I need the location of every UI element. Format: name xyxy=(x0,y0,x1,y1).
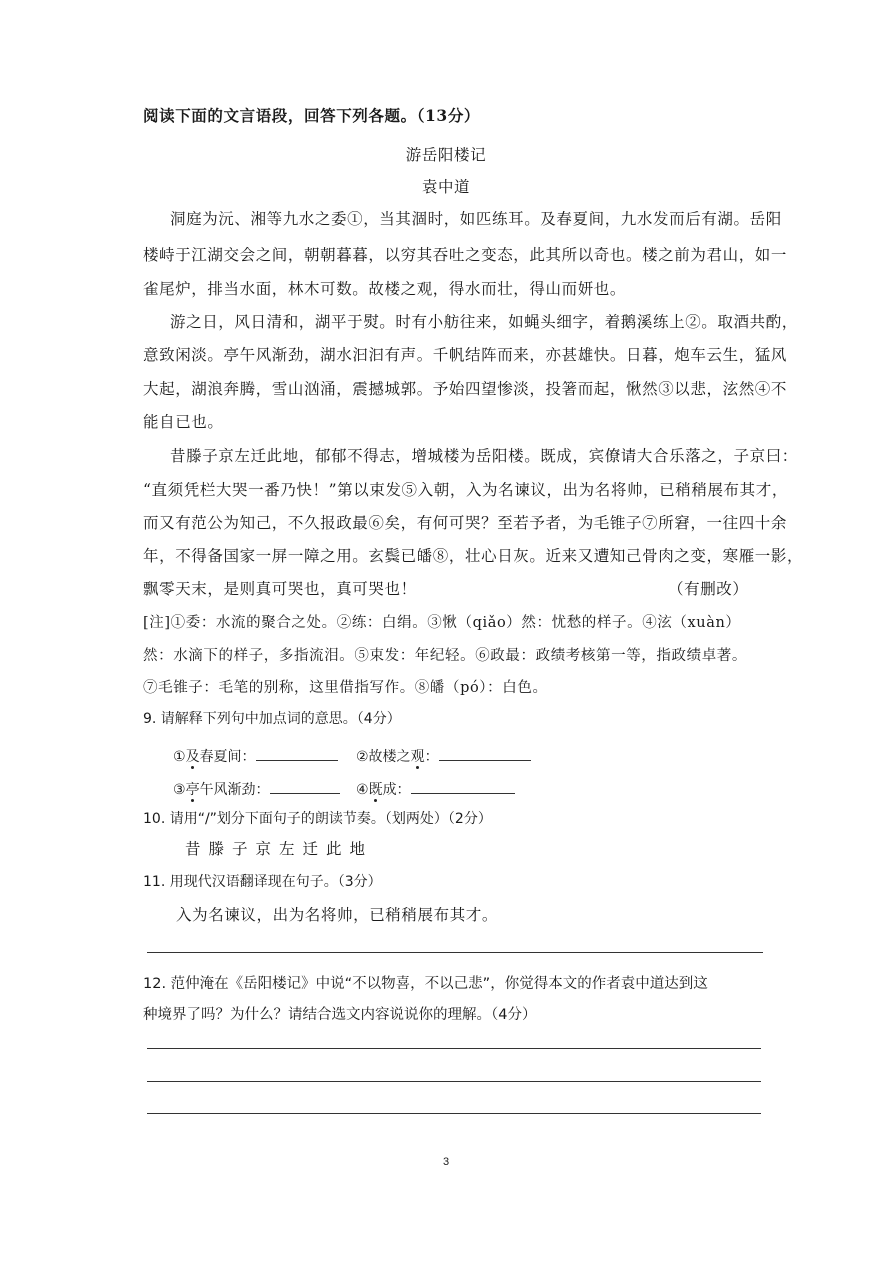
q9-item-c: ③亭午风渐劲： xyxy=(173,775,340,799)
passage-author: 袁中道 xyxy=(421,178,471,196)
para3-line: 年，不得备国家一屏一障之用。玄鬓已皤⑧，壮心日灰。近来又遭知己骨肉之变，寒雁一影， xyxy=(143,547,804,565)
notes-line: [注]①委：水流的聚合之处。②练：白绢。③愀（qiǎo）然：忧愁的样子。④泫（xuàn） xyxy=(143,615,741,631)
q12-stem-line: 12. 范仲淹在《岳阳楼记》中说“不以物喜，不以己悲”，你觉得本文的作者袁中道达到这 xyxy=(143,976,708,992)
dotted-char: 观 xyxy=(410,749,425,765)
q9-item-b: ②故楼之观： xyxy=(356,742,531,766)
dotted-char: 及 xyxy=(185,749,200,765)
para3-line: 昔滕子京左迁此地，郁郁不得志，增城楼为岳阳楼。既成，宾僚请大合乐落之，子京曰： xyxy=(170,447,798,465)
answer-blank-b[interactable] xyxy=(439,742,531,761)
q9-item-d: ④既成： xyxy=(356,775,515,799)
q11-answer-line[interactable] xyxy=(147,952,763,953)
page-number: 3 xyxy=(442,1156,450,1168)
notes-line: ⑦毛锥子：毛笔的别称，这里借指写作。⑧皤（pó）：白色。 xyxy=(143,680,548,696)
q11-stem: 11. 用现代汉语翻译现在句子。（3分） xyxy=(143,874,382,890)
q12-answer-line[interactable] xyxy=(147,1048,761,1049)
para3-line: 飘零天末，是则真可哭也，真可哭也！ xyxy=(143,580,417,598)
para3-line: 而又有范公为知己，不久报政最⑥矣，有何可哭？至若予者，为毛锥子⑦所窘，一往四十余 xyxy=(143,514,788,532)
answer-blank-c[interactable] xyxy=(270,775,340,794)
para1-line: 洞庭为沅、湘等九水之委①，当其涸时，如匹练耳。及春夏间，九水发而后有湖。岳阳 xyxy=(170,210,782,228)
section-intro: 阅读下面的文言语段，回答下列各题。（13分） xyxy=(143,106,481,125)
answer-blank-a[interactable] xyxy=(256,742,338,761)
q9-stem: 9. 请解释下列句中加点词的意思。（4分） xyxy=(143,711,401,727)
dotted-char: 既 xyxy=(368,782,383,798)
edit-note: （有删改） xyxy=(668,580,749,598)
para2-line: 游之日，风日清和，湖平于熨。时有小舫往来，如蝇头细字，着鹅溪练上②。取酒共酌， xyxy=(170,313,798,331)
para2-line: 意致闲淡。亭午风渐劲，湖水汩汩有声。千帆结阵而来，亦甚雄快。日暮，炮车云生，猛风 xyxy=(143,346,788,364)
q12-answer-line[interactable] xyxy=(147,1113,761,1114)
q10-stem: 10. 请用“/”划分下面句子的朗读节奏。（划两处）（2分） xyxy=(143,811,492,827)
notes-line: 然：水滴下的样子，多指流泪。⑤束发：年纪轻。⑥政最：政绩考核第一等，指政绩卓著。 xyxy=(143,648,747,664)
q11-sentence: 入为名谏议，出为名将帅，已稍稍展布其才。 xyxy=(176,906,499,924)
q10-sentence[interactable]: 昔滕子京左迁此地 xyxy=(185,840,374,858)
q9-item-a: ①及春夏间： xyxy=(173,742,338,766)
para1-line: 楼峙于江湖交会之间，朝朝暮暮，以穷其吞吐之变态，此其所以奇也。楼之前为君山，如一 xyxy=(143,246,788,264)
q12-stem-line: 种境界了吗？为什么？请结合选文内容说说你的理解。（4分） xyxy=(143,1007,537,1023)
q12-answer-line[interactable] xyxy=(147,1081,761,1082)
para1-line: 雀尾炉，排当水面，林木可数。故楼之观，得水而壮，得山而妍也。 xyxy=(143,280,627,298)
para3-line: “直须凭栏大哭一番乃快！”第以束发⑤入朝，入为名谏议，出为名将帅，已稍稍展布其才， xyxy=(143,481,788,499)
passage-title: 游岳阳楼记 xyxy=(405,146,487,164)
para2-line: 能自已也。 xyxy=(143,413,224,431)
dotted-char: 亭 xyxy=(185,782,200,798)
para2-line: 大起，湖浪奔腾，雪山汹涌，震撼城郭。予始四望惨淡，投箸而起，愀然③以悲，泫然④不 xyxy=(143,380,788,398)
answer-blank-d[interactable] xyxy=(411,775,515,794)
